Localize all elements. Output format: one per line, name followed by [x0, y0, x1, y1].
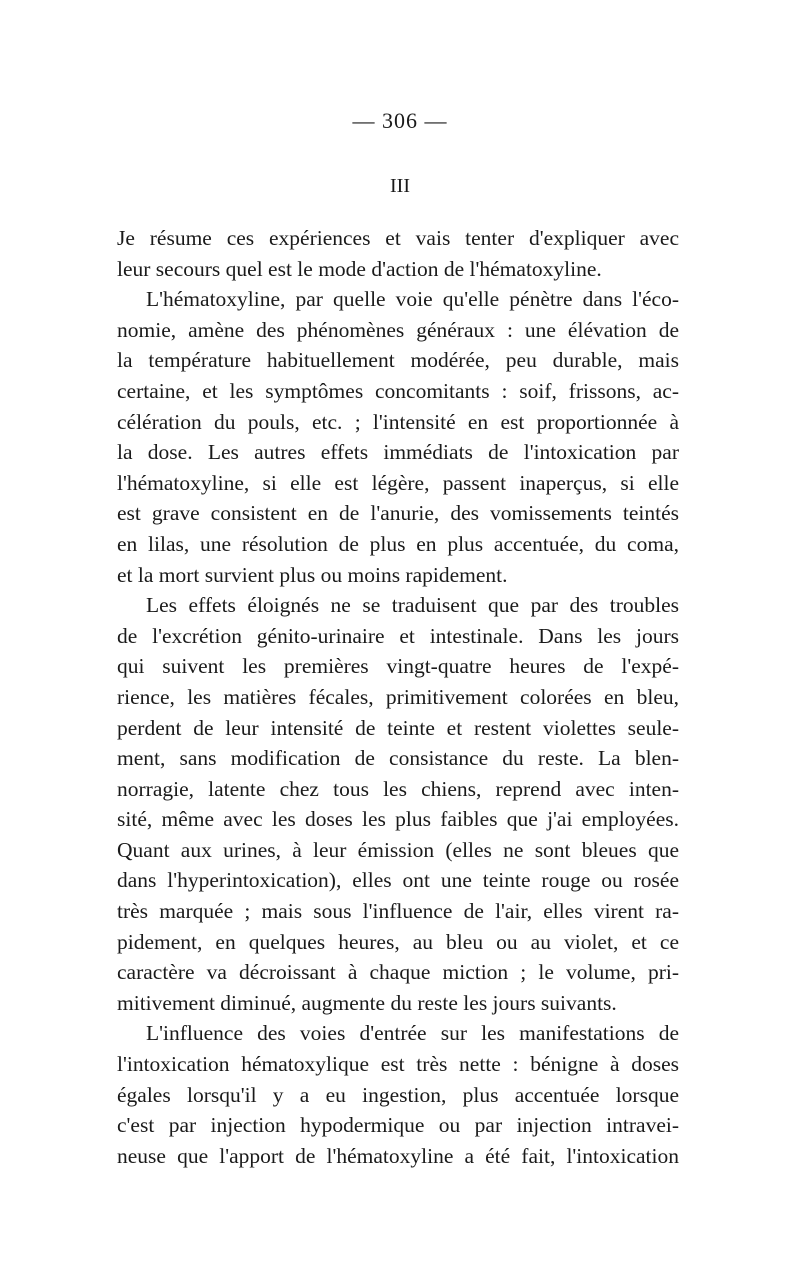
text-line: L'influence des voies d'entrée sur les manifestations de — [146, 1021, 679, 1046]
text-line: ment, sans modification de consistance du reste. La blen- — [117, 746, 679, 771]
text-line: très marquée ; mais sous l'influence de l'air, elles virent ra- — [117, 899, 679, 924]
text-line: et la mort survient plus ou moins rapidement. — [117, 562, 508, 587]
text-line: l'intoxication hématoxylique est très nette : bénigne à doses — [117, 1052, 679, 1077]
text-line: sité, même avec les doses les plus faibles que j'ai employées. — [117, 807, 679, 832]
text-line: Quant aux urines, à leur émission (elles ne sont bleues que — [117, 837, 679, 862]
text-line: neuse que l'apport de l'hématoxyline a été fait, l'intoxication — [117, 1143, 679, 1168]
text-line: certaine, et les symptômes concomitants : soif, frissons, ac- — [117, 378, 679, 403]
text-line: de l'excrétion génito-urinaire et intestinale. Dans les jours — [117, 623, 679, 648]
text-line: qui suivent les premières vingt-quatre heures de l'expé- — [117, 654, 679, 679]
text-line: norragie, latente chez tous les chiens, reprend avec inten- — [117, 776, 679, 801]
text-line: mitivement diminué, augmente du reste les jours suivants. — [117, 990, 617, 1015]
text-line: perdent de leur intensité de teinte et restent violettes seule- — [117, 715, 679, 740]
body-text — [117, 223, 679, 1171]
text-line: égales lorsqu'il y a eu ingestion, plus accentuée lorsque — [117, 1082, 679, 1107]
text-line: dans l'hyperintoxication), elles ont une teinte rouge ou rosée — [117, 868, 679, 893]
text-line: leur secours quel est le mode d'action de l'hématoxyline. — [117, 256, 602, 281]
text-line: nomie, amène des phénomènes généraux : une élévation de — [117, 317, 679, 342]
text-line: la température habituellement modérée, peu durable, mais — [117, 348, 679, 373]
text-line: L'hématoxyline, par quelle voie qu'elle pénètre dans l'éco- — [146, 287, 679, 312]
text-line: Je résume ces expériences et vais tenter d'expliquer avec — [117, 226, 679, 250]
text-line: célération du pouls, etc. ; l'intensité en est proportionnée à — [117, 409, 679, 434]
text-line: en lilas, une résolution de plus en plus accentuée, du coma, — [117, 531, 679, 556]
text-line: la dose. Les autres effets immédiats de l'intoxication par — [117, 440, 679, 465]
text-line: rience, les matières fécales, primitivement colorées en bleu, — [117, 684, 679, 709]
text-line: l'hématoxyline, si elle est légère, passent inaperçus, si elle — [117, 470, 679, 495]
text-line: pidement, en quelques heures, au bleu ou au violet, et ce — [117, 929, 679, 954]
text-line: Les effets éloignés ne se traduisent que par des troubles — [146, 593, 679, 618]
page-number: — 306 — — [352, 108, 448, 133]
text-line: caractère va décroissant à chaque miction ; le volume, pri- — [117, 960, 679, 985]
text-line: est grave consistent en de l'anurie, des vomissements teintés — [117, 501, 679, 526]
section-heading: III — [390, 175, 410, 197]
text-line: c'est par injection hypodermique ou par injection intravei- — [117, 1113, 679, 1138]
